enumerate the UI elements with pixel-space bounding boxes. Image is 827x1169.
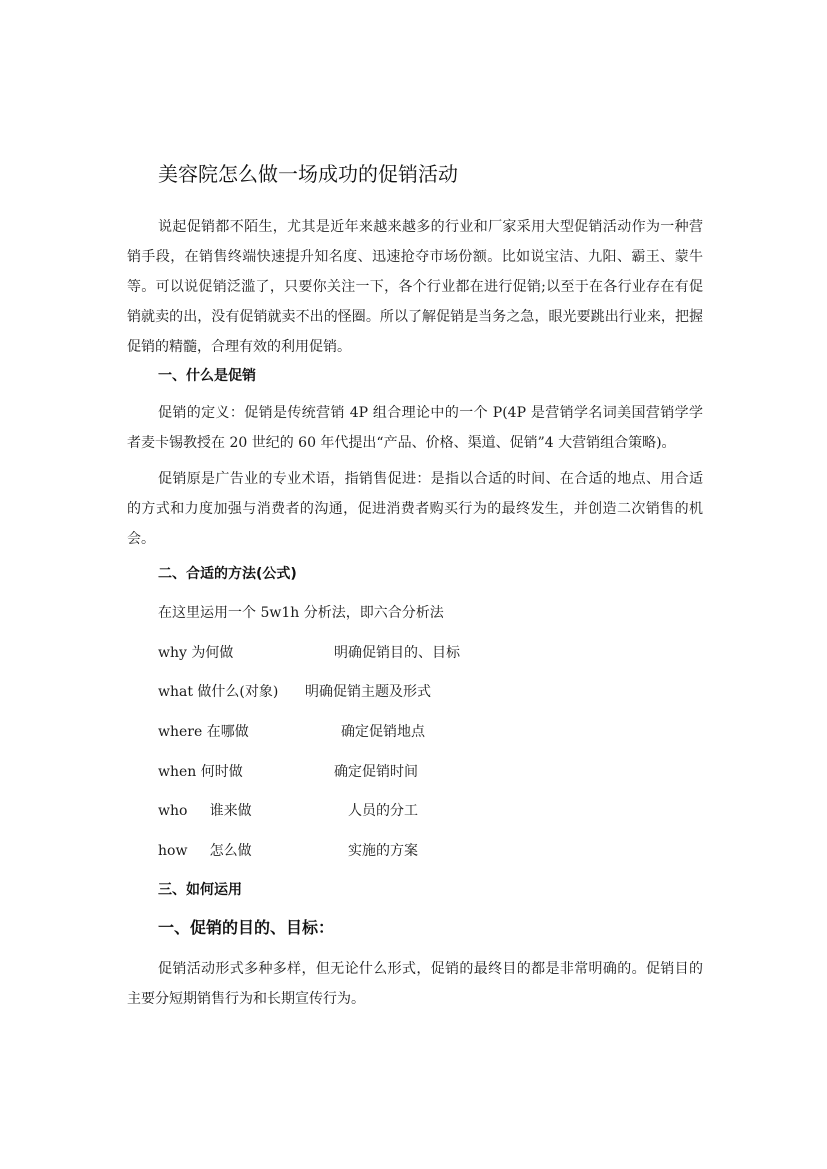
table-row-key: how 怎么做 [158, 843, 252, 859]
section4-heading: 一、促销的目的、目标： [158, 918, 335, 937]
section2-lead: 在这里运用一个 5w1h 分析法，即六合分析法 [158, 605, 444, 621]
table-row-key: where 在哪做 [158, 724, 249, 740]
section3-heading: 三、如何运用 [158, 882, 242, 898]
intro-paragraph: 说起促销都不陌生，尤其是近年来越来越多的行业和厂家采用大型促销活动作为一种营销手段，在销售终端快速提升知名度、迅速抢夺市场份额。比如说宝洁、九阳、霸王、蒙牛等。可以说促销泛滥了，只要你关注一下，各个行业都在进行促销;以至于在各行业存在有促销就卖的出，没有促销就卖不出的怪圈。所以了解促销是当务之急，眼光要跳出行业来，把握促销的精髓，合理有效的利用促销。 [127, 219, 703, 355]
table-row-value: 确定促销时间 [334, 764, 418, 780]
table-row-key: when 何时做 [158, 764, 243, 780]
table-row-value: 人员的分工 [348, 803, 418, 819]
table-row-value: 确定促销地点 [341, 724, 425, 740]
table-row-key: who 谁来做 [158, 803, 252, 819]
section4-paragraph-1: 促销活动形式多种多样，但无论什么形式，促销的最终目的都是非常明确的。促销目的主要分短期销售行为和长期宣传行为。 [127, 961, 703, 1007]
page-title: 美容院怎么做一场成功的促销活动 [158, 162, 458, 186]
section2-heading: 二、合适的方法(公式) [158, 566, 297, 582]
section1-heading: 一、什么是促销 [158, 368, 256, 384]
table-row-key: what 做什么(对象) [158, 684, 279, 700]
table-row-key: why 为何做 [158, 645, 234, 661]
table-row-value: 明确促销目的、目标 [334, 645, 460, 661]
section1-paragraph-1: 促销的定义：促销是传统营销 4P 组合理论中的一个 P(4P 是营销学名词美国营销学学者麦卡锡教授在 20 世纪的 60 年代提出“产品、价格、渠道、促销”4 大营销组合策略)。 [127, 405, 703, 451]
section1-paragraph-2: 促销原是广告业的专业术语，指销售促进：是指以合适的时间、在合适的地点、用合适的方式和力度加强与消费者的沟通，促进消费者购买行为的最终发生，并创造二次销售的机会。 [127, 471, 703, 547]
table-row-value: 明确促销主题及形式 [305, 684, 431, 700]
table-row-value: 实施的方案 [348, 843, 418, 859]
